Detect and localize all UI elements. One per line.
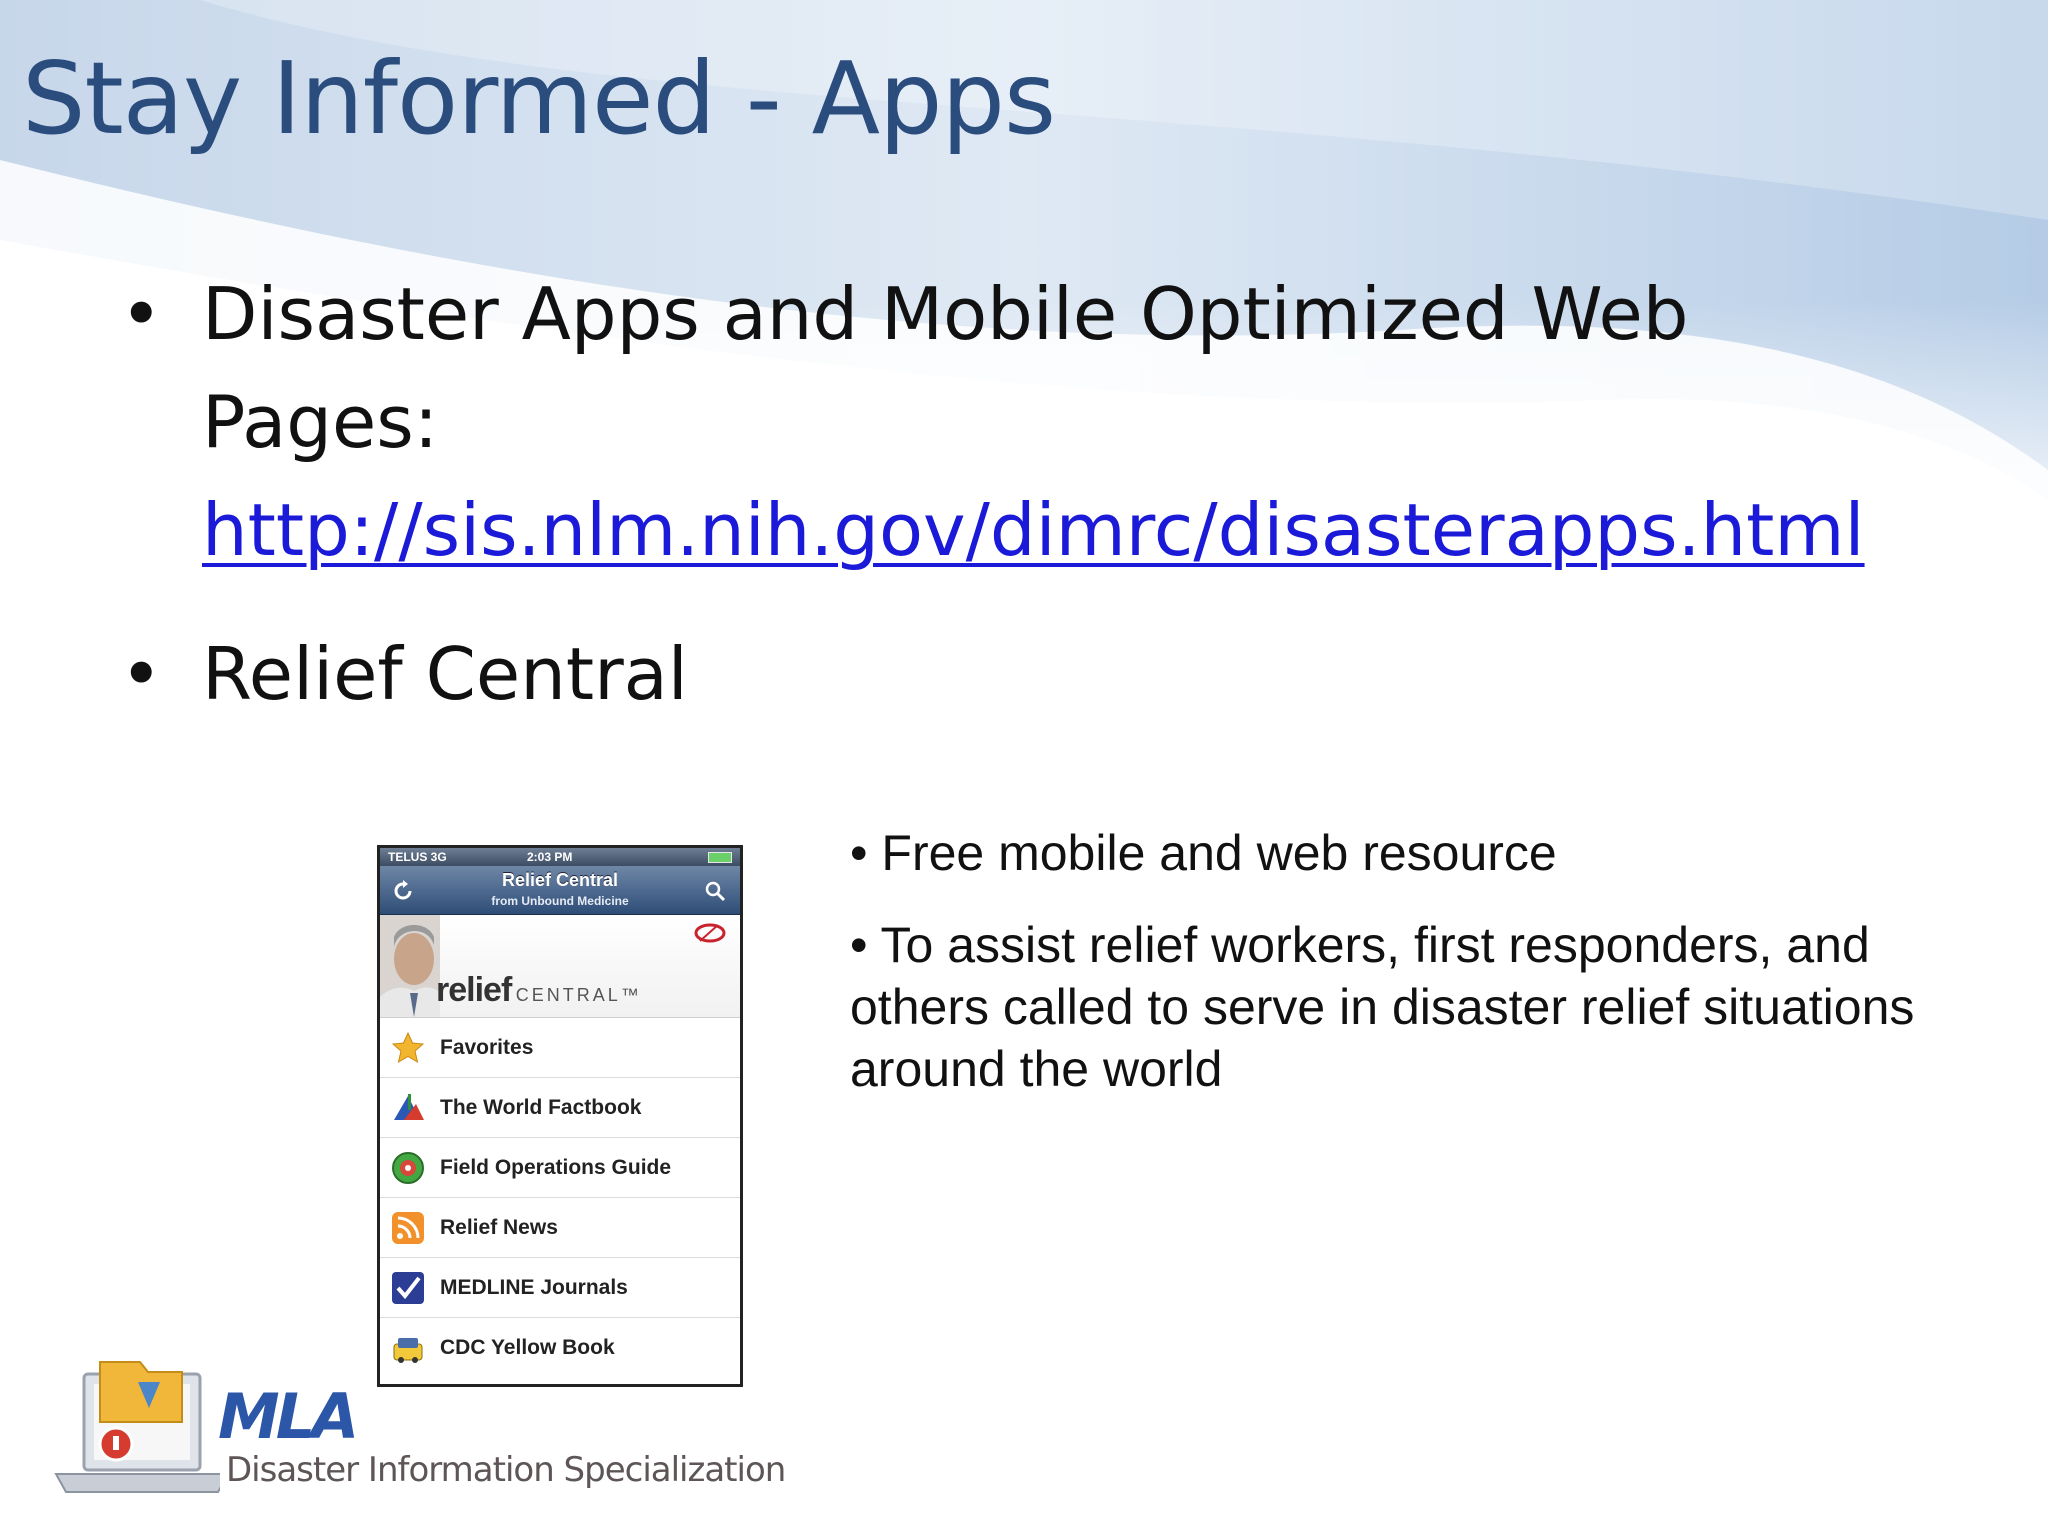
menu-item-favorites[interactable] (380, 1018, 740, 1078)
description-item-assist-workers: • To assist relief workers, first responders, and others called to serve in disaster relief situations around the world (850, 917, 1915, 1097)
menu-item-label: Favorites (440, 1035, 534, 1059)
mla-tagline: Disaster Information Specialization (226, 1450, 786, 1490)
medline-icon (390, 1270, 426, 1306)
bullet-item-disaster-apps (120, 260, 1940, 584)
bullet-dot: • (120, 272, 163, 356)
factbook-icon (390, 1090, 426, 1126)
nav-subtitle: from Unbound Medicine (491, 894, 629, 908)
menu-item-medline-journals[interactable] (380, 1258, 740, 1318)
mla-wordmark: MLA (218, 1380, 356, 1453)
menu-item-label: Field Operations Guide (440, 1155, 672, 1179)
relief-central-logo (436, 971, 642, 1010)
bullet-list (120, 260, 1940, 728)
menu-item-label: The World Factbook (440, 1095, 642, 1119)
relief-central-description (850, 822, 2000, 1130)
phone-menu (380, 1018, 740, 1377)
relief-central-phone-screenshot (377, 845, 743, 1387)
menu-item-cdc-yellow-book[interactable] (380, 1318, 740, 1377)
relief-central-banner (380, 915, 740, 1018)
brand-sub: CENTRAL™ (515, 985, 642, 1005)
menu-item-field-operations-guide[interactable] (380, 1138, 740, 1198)
battery-icon (708, 852, 732, 863)
rss-icon (390, 1210, 426, 1246)
description-item-free-resource: • Free mobile and web resource (850, 825, 1557, 881)
nav-title: Relief Central (501, 870, 619, 890)
bullet-text: Disaster Apps and Mobile Optimized Web Pages: (202, 272, 1689, 464)
bullet-dot: • (120, 632, 163, 716)
carrier-label: TELUS 3G (388, 850, 447, 864)
menu-item-label: CDC Yellow Book (440, 1335, 615, 1359)
menu-item-world-factbook[interactable] (380, 1078, 740, 1138)
star-icon (390, 1030, 426, 1066)
yellow-book-icon (390, 1330, 426, 1366)
menu-item-label: Relief News (440, 1215, 558, 1239)
disaster-apps-link[interactable]: http://sis.nlm.nih.gov/dimrc/disasterapps.html (202, 488, 1865, 572)
field-guide-icon (390, 1150, 426, 1186)
status-time: 2:03 PM (527, 850, 573, 864)
doctor-photo-icon (380, 915, 440, 1017)
laptop-folder-icon (50, 1352, 220, 1507)
status-bar (380, 848, 740, 866)
brand-main: relief (436, 971, 512, 1009)
bullet-text: Relief Central (202, 632, 688, 716)
menu-item-label: MEDLINE Journals (440, 1275, 628, 1299)
slide-title: Stay Informed - Apps (22, 40, 1056, 157)
unbound-medicine-logo (688, 921, 732, 961)
menu-item-relief-news[interactable] (380, 1198, 740, 1258)
bullet-item-relief-central (120, 620, 1940, 728)
nav-bar (380, 866, 740, 915)
search-icon[interactable] (704, 880, 726, 902)
